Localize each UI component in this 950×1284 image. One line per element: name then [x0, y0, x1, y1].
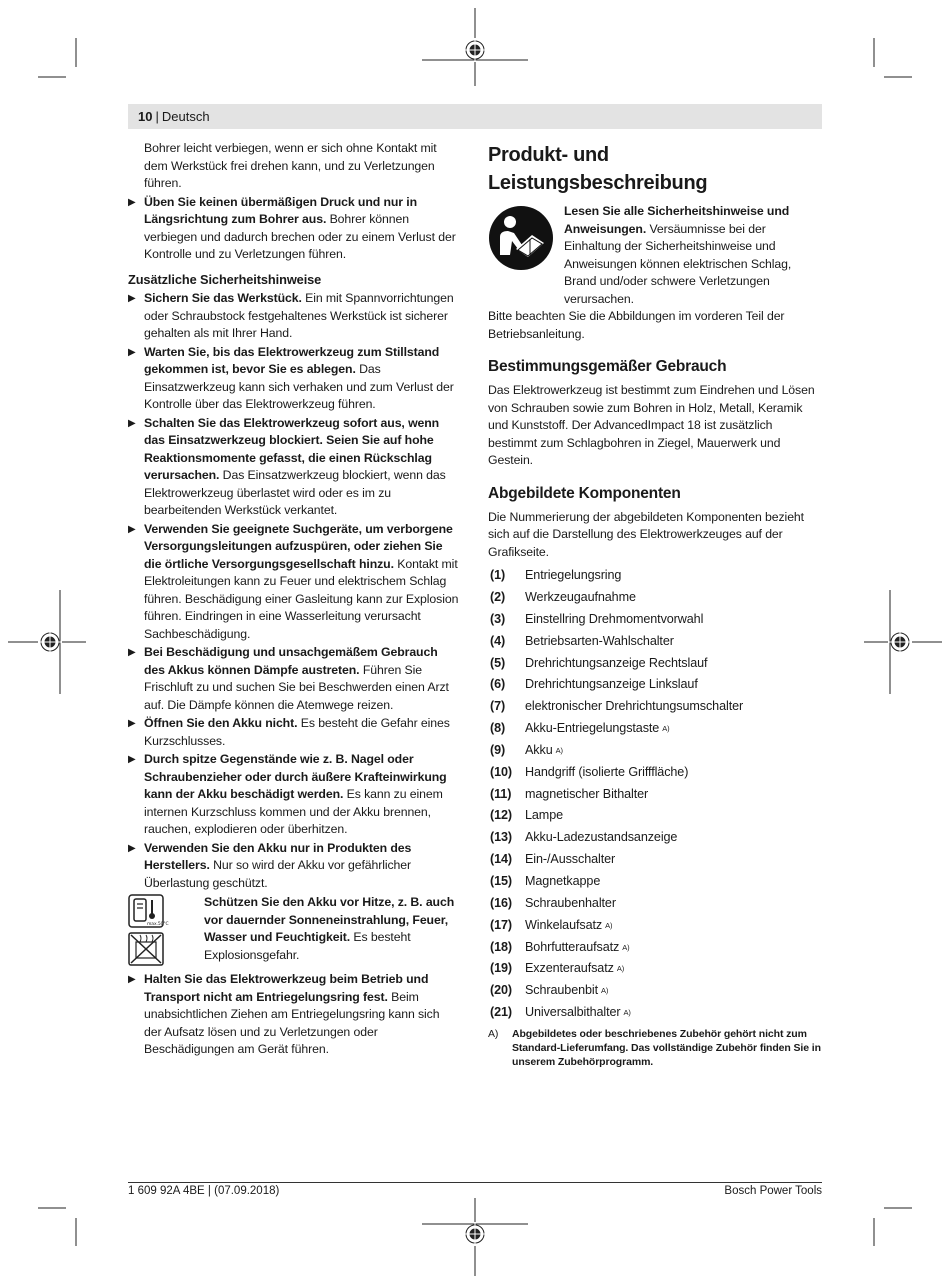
read-instructions-text: Lesen Sie alle Sicherheitshinweise und Anweisungen. Versäumnisse bei der Einhaltung der Sicherheitshinweise und Anweisungen können elektrischen Schlag, Brand und/oder schwere Verletzungen verursachen. [564, 204, 792, 306]
list-item: (12) Lampe [490, 808, 564, 823]
page-header [128, 104, 822, 129]
heat-warning-text: Schützen Sie den Akku vor Hitze, z. B. auch vor dauernder Sonneneinstrahlung, Feuer, Wasser und Feuchtigkeit. Es besteht Explosionsgefahr. [204, 895, 455, 962]
safety-bullet: ▶ Sichern Sie das Werkstück. Ein mit Spannvorrichtungen oder Schraubstock festgehaltenes Werkstück ist sicherer gehalten als mit Ihrer Hand. [128, 290, 460, 343]
no-heat-icon [128, 932, 164, 966]
list-item: (20) Schraubenbit A) [490, 983, 609, 998]
read-instructions-block [488, 203, 822, 308]
intended-use-text: Das Elektrowerkzeug ist bestimmt zum Eindrehen und Lösen von Schrauben sowie zum Bohren in Holz, Metall, Keramik und Kunststoff. Der AdvancedImpact 18 ist zusätzlich bestimmt zum Schlagbohren in Ziegel, Mauerwerk und Gestein. [488, 383, 815, 467]
footnote [488, 1027, 822, 1069]
temperature-warning-icon [128, 894, 169, 928]
page-number: 10 [138, 109, 153, 124]
list-item: (16) Schraubenhalter [490, 895, 616, 910]
list-item: (8) Akku-Entriegelungstaste A) [490, 721, 670, 736]
svg-text:max.50°C: max.50°C [147, 922, 169, 927]
components-intro: Die Nummerierung der abgebildeten Komponenten bezieht sich auf die Darstellung des Elektrowerkzeuges auf der Grafikseite. [488, 509, 804, 559]
registration-mark-top [422, 8, 528, 86]
safety-bullet: ▶ Halten Sie das Elektrowerkzeug beim Betrieb und Transport nicht am Entriegelungsring fest. Beim unabsichtlichen Ziehen am Entriegelungsring kann sich der Aufsatz lösen und zu Verletzungen oder Beschädigungen am Gerät führen. [128, 971, 460, 1059]
safety-bullet: ▶ Verwenden Sie den Akku nur in Produkten des Herstellers. Nur so wird der Akku vor gefährlicher Überlastung geschützt. [128, 840, 460, 893]
safety-bullet: ▶ Warten Sie, bis das Elektrowerkzeug zum Stillstand gekommen ist, bevor Sie es ablegen. Das Einsatzwerkzeug kann sich verhaken und zum Verlust der Kontrolle über das Elektrowerkzeug führen. [128, 344, 460, 414]
footer-brand: Bosch Power Tools [724, 1185, 822, 1197]
safety-bullet: ▶ Schalten Sie das Elektrowerkzeug sofort aus, wenn das Einsatzwerkzeug blockiert. Seien Sie auf hohe Reaktionsmomente gefasst, die einen Rückschlag verursachen. Das Einsatzwerkzeug blockiert, wenn das Elektrowerkzeug überlastet wird oder es im zu bearbeitenden Werkstück verkantet. [128, 415, 460, 520]
list-item: (3) Einstellring Drehmomentvorwahl [490, 611, 704, 626]
warning-icons [128, 894, 204, 970]
left-column [128, 140, 460, 1059]
safety-bullet: ▶ Üben Sie keinen übermäßigen Druck und nur in Längsrichtung zum Bohrer aus. Bohrer können verbiegen und dadurch brechen oder zu einem Verlust der Kontrolle und zu Verletzungen führen. [128, 194, 460, 264]
header-language: Deutsch [161, 109, 210, 124]
footer-doc-code: 1 609 92A 4BE | (07.09.2018) [128, 1185, 280, 1197]
registration-mark-right [864, 590, 942, 694]
list-item: (14) Ein-/Ausschalter [490, 852, 616, 867]
list-item: (15) Magnetkappe [490, 873, 601, 888]
registration-mark-bottom [422, 1198, 528, 1276]
list-item: (18) Bohrfutteraufsatz A) [490, 939, 630, 954]
footnote-mark: A) [488, 1027, 499, 1040]
safety-bullet: ▶ Öffnen Sie den Akku nicht. Es besteht die Gefahr eines Kurzschlusses. [128, 715, 460, 750]
intended-use-heading: Bestimmungsgemäßer Gebrauch [488, 358, 727, 375]
list-item: (7) elektronischer Drehrichtungsumschalter [490, 699, 744, 714]
list-item: (4) Betriebsarten-Wahlschalter [490, 633, 674, 648]
components-heading: Abgebildete Komponenten [488, 484, 681, 502]
list-item: (11) magnetischer Bithalter [490, 786, 649, 801]
footer-rule [128, 1182, 822, 1183]
header-separator: | [155, 109, 159, 124]
list-item: (21) Universalbithalter A) [490, 1005, 631, 1020]
list-item: (6) Drehrichtungsanzeige Linkslauf [490, 677, 698, 692]
list-item: (10) Handgriff (isolierte Grifffläche) [490, 764, 689, 779]
safety-bullet: ▶ Durch spitze Gegenstände wie z. B. Nagel oder Schraubenzieher oder durch äußere Krafteinwirkung kann der Akku beschädigt werden. Es kann zu einem internen Kurzschluss kommen und der Akku brennen, rauchen, explodieren oder überhitzen. [128, 751, 460, 839]
components-list [488, 565, 822, 1024]
footnote-text: Abgebildetes oder beschriebenes Zubehör gehört nicht zum Standard-Lieferumfang. Das vollständige Zubehör finden Sie in unserem Zubehörprogramm. [512, 1027, 821, 1068]
right-column [488, 141, 822, 1069]
read-manual-icon [488, 205, 554, 271]
registration-mark-left [8, 590, 86, 694]
list-item: (17) Winkelaufsatz A) [490, 917, 613, 932]
list-item: (2) Werkzeugaufnahme [490, 590, 636, 605]
safety-bullet: ▶ Bei Beschädigung und unsachgemäßem Gebrauch des Akkus können Dämpfe austreten. Führen Sie Frischluft zu und suchen Sie bei Beschwerden einen Arzt auf. Die Dämpfe können die Atemwege reizen. [128, 644, 460, 714]
section-subheading: Zusätzliche Sicherheitshinweise [128, 271, 322, 287]
list-item: (1) Entriegelungsring [490, 568, 622, 583]
continued-text: Bohrer leicht verbiegen, wenn er sich ohne Kontakt mit dem Werkstück frei drehen kann, und zu Verletzungen führen. [144, 141, 437, 190]
list-item: (13) Akku-Ladezustandsanzeige [490, 830, 678, 845]
list-item: (5) Drehrichtungsanzeige Rechtslauf [490, 655, 708, 670]
list-item: (9) Akku A) [490, 742, 563, 757]
list-item: (19) Exzenteraufsatz A) [490, 961, 625, 976]
safety-bullet: ▶ Verwenden Sie geeignete Suchgeräte, um verborgene Versorgungsleitungen aufzuspüren, oder ziehen Sie die örtliche Versorgungsgesellschaft hinzu. Kontakt mit Elektroleitungen kann zu Feuer und elektrischem Schlag führen. Beschädigung einer Gasleitung kann zur Explosion führen. Eindringen in eine Wasserleitung verursacht Sachbeschädigung. [128, 521, 460, 644]
heat-warning [128, 894, 460, 970]
note-text: Bitte beachten Sie die Abbildungen im vorderen Teil der Betriebsanleitung. [488, 309, 785, 341]
section-title: Produkt- und Leistungsbeschreibung [488, 144, 708, 194]
